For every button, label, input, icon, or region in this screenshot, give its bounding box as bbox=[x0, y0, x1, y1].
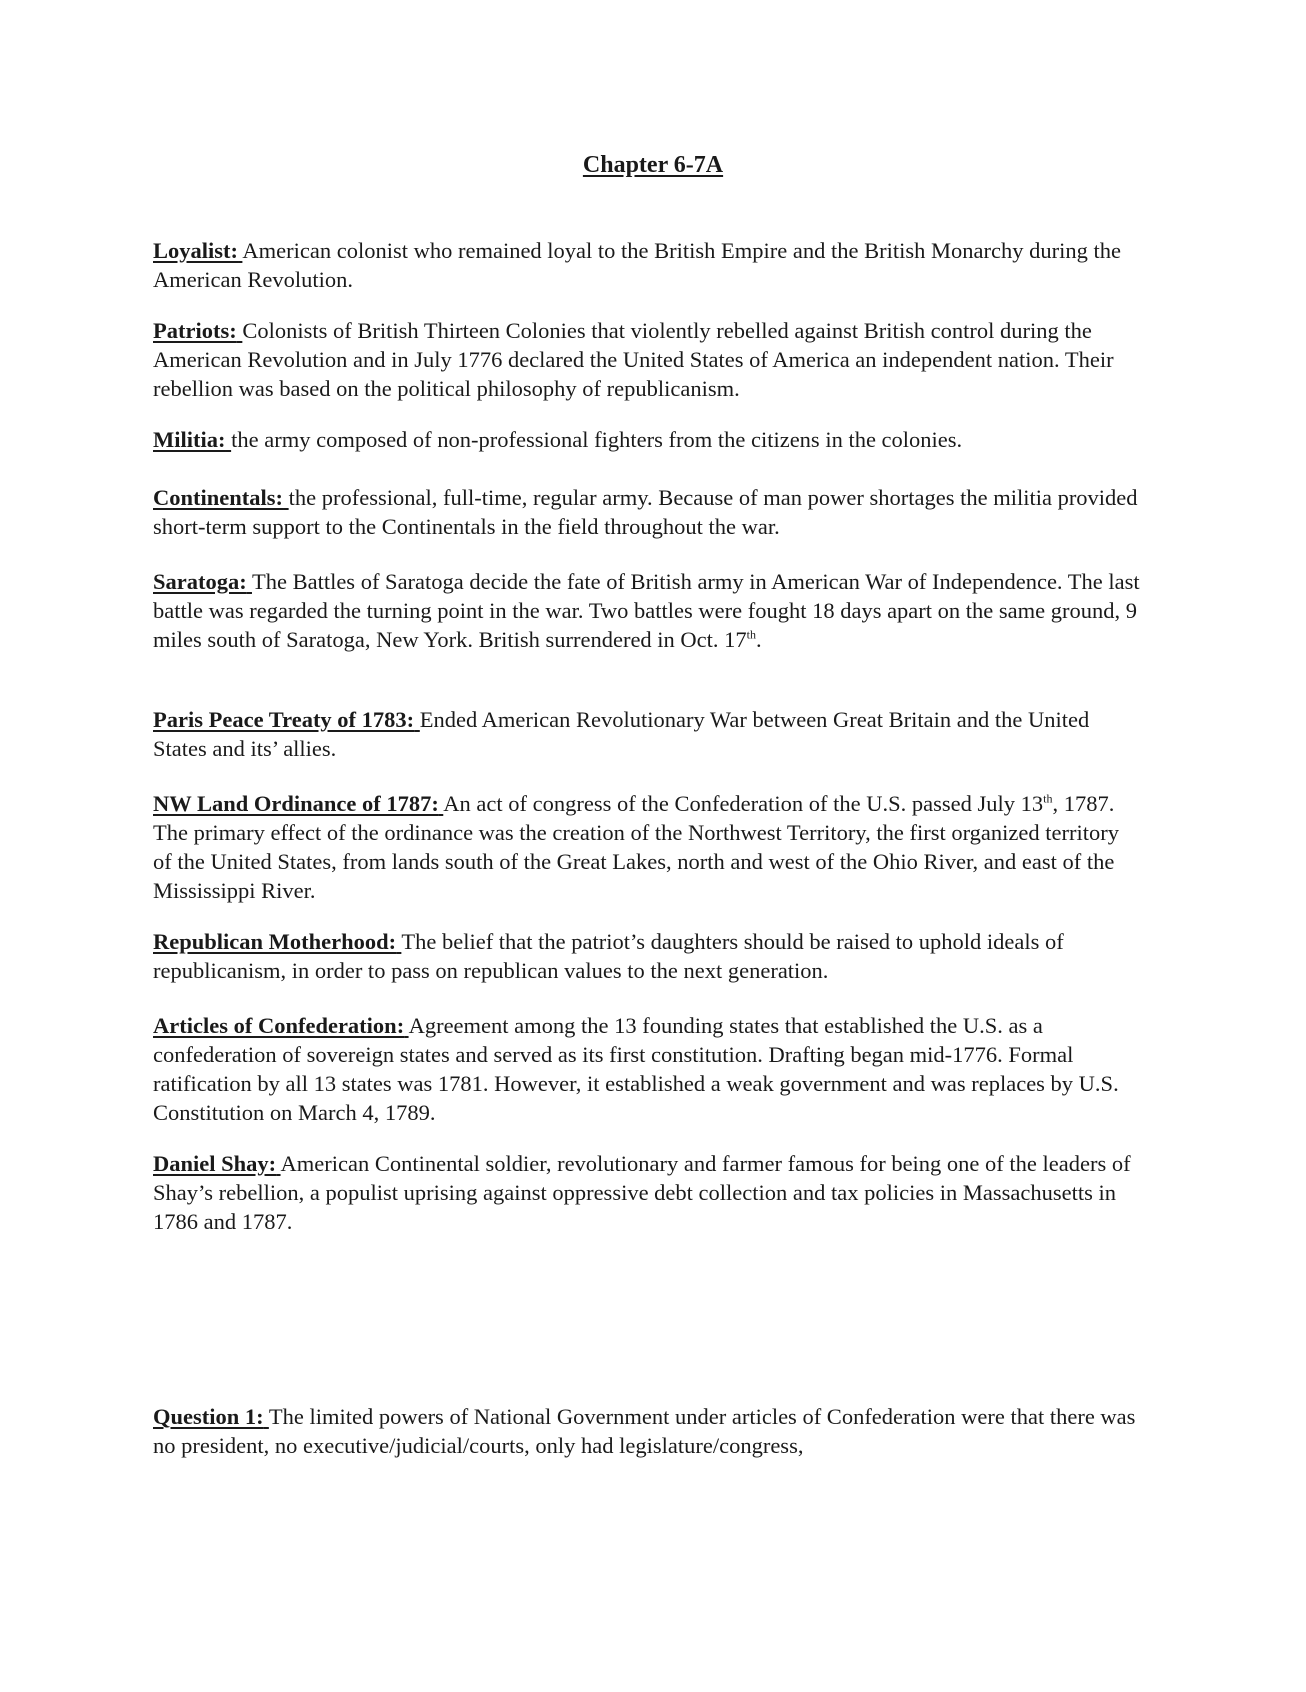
entry-definition: American Continental soldier, revolutionary and farmer famous for being one of the leaders of Shay’s rebellion, a populist uprising against oppressive debt collection and tax policies in Massachusetts in 1786 and 1787. bbox=[153, 1151, 1131, 1234]
glossary-entry-republican-motherhood bbox=[153, 927, 1143, 985]
entry-term: Loyalist: bbox=[153, 238, 239, 263]
entry-definition: the professional, full-time, regular army. Because of man power shortages the militia provided short-term support to the Continentals in the field throughout the war. bbox=[153, 485, 1138, 539]
question-answer: The limited powers of National Government under articles of Confederation were that there was no president, no executive/judicial/courts, only had legislature/congress, bbox=[153, 1404, 1136, 1458]
glossary-entry-patriots bbox=[153, 316, 1143, 403]
entry-definition: The Battles of Saratoga decide the fate of British army in American War of Independence. The last battle was regarded the turning point in the war. Two battles were fought 18 days apart on the same ground, 9 miles south of Saratoga, New York. British surrendered in Oct. 17 bbox=[153, 569, 1140, 652]
entry-definition: Agreement among the 13 founding states that established the U.S. as a confederation of sovereign states and served as its first constitution. Drafting began mid-1776. Formal ratification by all 13 states was 1781. However, it established a weak government and was replaces by U.S. Constitution on March 4, 1789. bbox=[153, 1013, 1119, 1125]
glossary-entry-paris-peace-treaty bbox=[153, 705, 1143, 763]
entry-term: Continentals: bbox=[153, 485, 284, 510]
superscript-th: th bbox=[1043, 791, 1053, 806]
entry-definition: Ended American Revolutionary War between Great Britain and the United States and its’ allies. bbox=[153, 707, 1090, 761]
entry-term: Patriots: bbox=[153, 318, 237, 343]
entry-definition: American colonist who remained loyal to the British Empire and the British Monarchy during the American Revolution. bbox=[153, 238, 1121, 292]
entry-term: Saratoga: bbox=[153, 569, 247, 594]
entry-term: Paris Peace Treaty of 1783: bbox=[153, 707, 415, 732]
question-label: Question 1: bbox=[153, 1404, 264, 1429]
entry-definition-tail: , 1787. The primary effect of the ordinance was the creation of the Northwest Territory, the first organized territory of the United States, from lands south of the Great Lakes, north and west of the Ohio River, and east of the Mississippi River. bbox=[153, 791, 1119, 903]
entry-definition-tail: . bbox=[756, 627, 762, 652]
superscript-th: th bbox=[746, 627, 757, 642]
glossary-entry-saratoga bbox=[153, 567, 1143, 654]
entry-definition: An act of congress of the Confederation of the U.S. passed July 13 bbox=[443, 791, 1044, 816]
glossary-entry-nw-land-ordinance bbox=[153, 789, 1143, 905]
entry-term: Republican Motherhood: bbox=[153, 929, 397, 954]
glossary-entry-daniel-shay bbox=[153, 1149, 1143, 1236]
entry-definition: the army composed of non-professional fighters from the citizens in the colonies. bbox=[231, 427, 963, 452]
entry-term: Daniel Shay: bbox=[153, 1151, 277, 1176]
glossary-entry-loyalist bbox=[153, 236, 1143, 294]
glossary-entry-articles-of-confederation bbox=[153, 1011, 1143, 1127]
page-title: Chapter 6-7A bbox=[582, 152, 724, 178]
entry-definition: The belief that the patriot’s daughters should be raised to uphold ideals of republicanism, in order to pass on republican values to the next generation. bbox=[153, 929, 1064, 983]
glossary-entry-militia bbox=[153, 425, 1143, 454]
question-1 bbox=[153, 1402, 1143, 1460]
entry-term: NW Land Ordinance of 1787: bbox=[153, 791, 439, 816]
entry-definition: Colonists of British Thirteen Colonies that violently rebelled against British control during the American Revolution and in July 1776 declared the United States of America an independent nation. Their rebellion was based on the political philosophy of republicanism. bbox=[153, 318, 1114, 401]
entry-term: Articles of Confederation: bbox=[153, 1013, 405, 1038]
glossary-entry-continentals bbox=[153, 483, 1143, 541]
entry-term: Militia: bbox=[153, 427, 226, 452]
